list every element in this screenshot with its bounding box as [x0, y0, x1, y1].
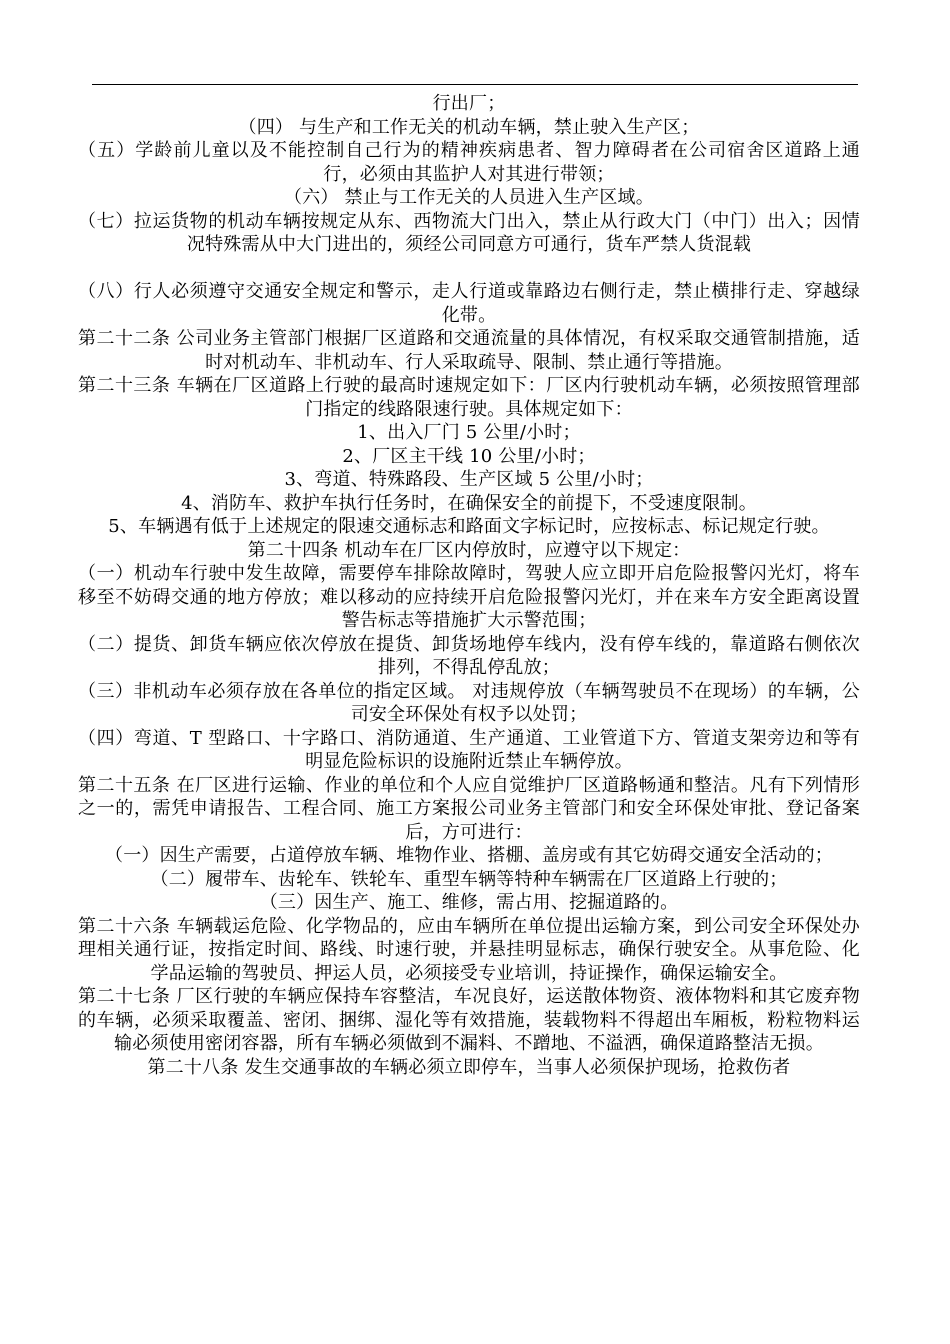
article-22: 第二十二条 公司业务主管部门根据厂区道路和交通流量的具体情况，有权采取交通管制措施，适时对机动车、非机动车、行人采取疏导、限制、禁止通行等措施。 — [78, 328, 860, 373]
article-28: 第二十八条 发生交通事故的车辆必须立即停车，当事人必须保护现场，抢救伤者 — [147, 1056, 791, 1078]
paragraph: 行出厂； — [432, 93, 506, 114]
document-body — [78, 92, 860, 1079]
speed-rule-4: 4、消防车、救护车执行任务时，在确保安全的前提下，不受速度限制。 — [181, 492, 757, 514]
parking-rule-3: （三）非机动车必须存放在各单位的指定区域。 对违规停放（车辆驾驶员不在现场）的车辆，公司安全环保处有权予以处罚； — [78, 680, 860, 725]
article-26: 第二十六条 车辆载运危险、化学物品的，应由车辆所在单位提出运输方案，到公司安全环保处办理相关通行证，按指定时间、路线、时速行驶，并悬挂明显标志，确保行驶安全。从事危险、化学品运输的驾驶员、押运人员，必须接受专业培训，持证操作，确保运输安全。 — [78, 915, 860, 984]
parking-rule-1: （一）机动车行驶中发生故障，需要停车排除故障时，驾驶人应立即开启危险报警闪光灯，将车移至不妨碍交通的地方停放；难以移动的应持续开启危险报警闪光灯，并在来车方安全距离设置警告标志等措施扩大示警范围； — [78, 563, 860, 631]
parking-rule-2: （二）提货、卸货车辆应依次停放在提货、卸货场地停车线内，没有停车线的，靠道路右侧依次排列，不得乱停乱放； — [78, 633, 860, 678]
condition-2: （二）履带车、齿轮车、铁轮车、重型车辆等特种车辆需在厂区道路上行驶的； — [150, 868, 788, 890]
article-24: 第二十四条 机动车在厂区内停放时，应遵守以下规定： — [247, 539, 691, 561]
parking-rule-4: （四）弯道、T 型路口、十字路口、消防通道、生产通道、工业管道下方、管道支架旁边和等有明显危险标识的设施附近禁止车辆停放。 — [78, 727, 860, 772]
paragraph: （四） 与生产和工作无关的机动车辆，禁止驶入生产区； — [238, 116, 700, 138]
condition-3: （三）因生产、施工、维修，需占用、挖掘道路的。 — [259, 892, 679, 913]
speed-rule-1: 1、出入厂门 5 公里/小时； — [357, 422, 581, 443]
paragraph: （五）学龄前儿童以及不能控制自己行为的精神疾病患者、智力障碍者在公司宿舍区道路上通行，必须由其监护人对其进行带领； — [78, 140, 860, 185]
paragraph: （六） 禁止与工作无关的人员进入生产区域。 — [284, 187, 654, 208]
article-23: 第二十三条 车辆在厂区道路上行驶的最高时速规定如下：厂区内行驶机动车辆，必须按照管理部门指定的线路限速行驶。具体规定如下： — [78, 375, 860, 420]
condition-1: （一）因生产需要，占道停放车辆、堆物作业、搭棚、盖房或有其它妨碍交通安全活动的； — [105, 845, 833, 866]
article-27: 第二十七条 厂区行驶的车辆应保持车容整洁，车况良好，运送散体物资、液体物料和其它废弃物的车辆，必须采取覆盖、密闭、捆绑、湿化等有效措施，装载物料不得超出车厢板，粉粒物料运输必须使用密闭容器，所有车辆必须做到不漏料、不蹭地、不溢洒，确保道路整洁无损。 — [78, 986, 860, 1054]
speed-rule-3: 3、弯道、特殊路段、生产区域 5 公里/小时； — [284, 469, 654, 490]
header-rule — [92, 84, 858, 85]
speed-rule-2: 2、厂区主干线 10 公里/小时； — [342, 445, 596, 467]
speed-rule-5: 5、车辆遇有低于上述规定的限速交通标志和路面文字标记时，应按标志、标记规定行驶。 — [108, 516, 830, 537]
paragraph: （八）行人必须遵守交通安全规定和警示，走人行道或靠路边右侧行走，禁止横排行走、穿越绿化带。 — [78, 281, 860, 326]
paragraph: （七）拉运货物的机动车辆按规定从东、西物流大门出入，禁止从行政大门（中门）出入；因情况特殊需从中大门进出的，须经公司同意方可通行，货车严禁人货混载 — [78, 210, 860, 255]
article-25: 第二十五条 在厂区进行运输、作业的单位和个人应自觉维护厂区道路畅通和整洁。凡有下列情形之一的，需凭申请报告、工程合同、施工方案报公司业务主管部门和安全环保处审批、登记备案后，方可进行： — [78, 774, 860, 843]
blank-line — [78, 257, 860, 281]
